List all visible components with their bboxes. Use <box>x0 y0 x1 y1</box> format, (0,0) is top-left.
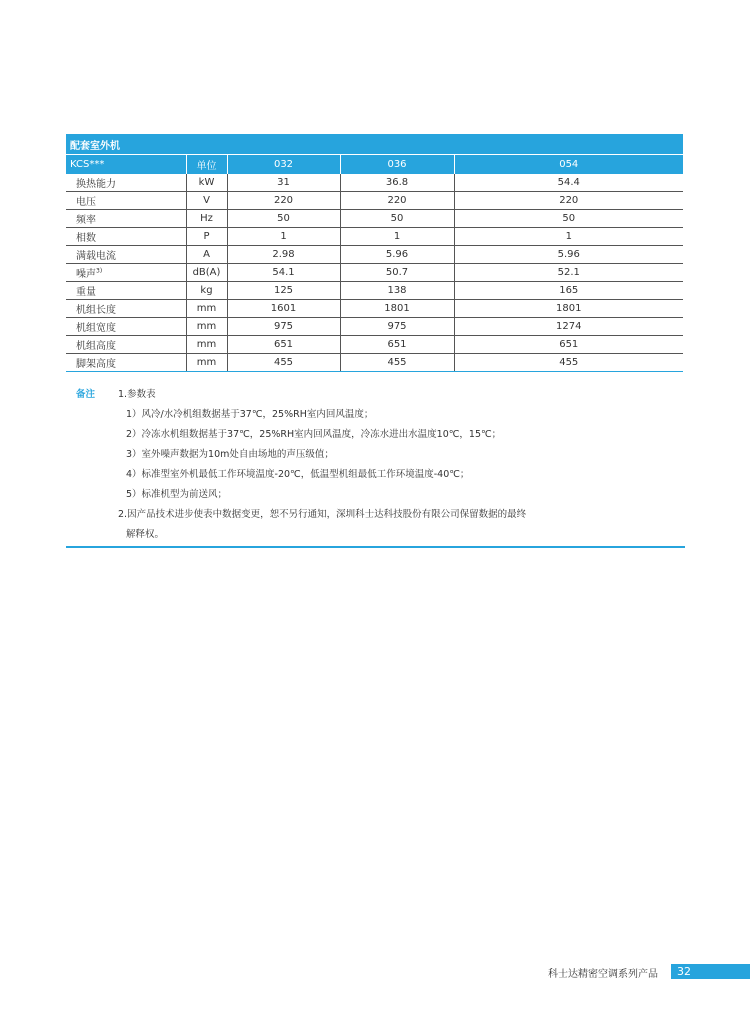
table-row <box>66 264 683 282</box>
header-032: 032 <box>227 155 340 175</box>
note-line: 1）风冷/水冷机组数据基于37℃，25%RH室内回风温度； <box>126 409 374 420</box>
value-054-cell: 220 <box>454 192 683 210</box>
footnote-marker: 3) <box>96 267 103 275</box>
value-036-cell: 138 <box>340 282 454 300</box>
unit-cell: A <box>186 246 227 264</box>
unit-cell: V <box>186 192 227 210</box>
value-032-cell: 50 <box>227 210 340 228</box>
note-line: 解释权。 <box>126 529 165 540</box>
note-line: 4）标准型室外机最低工作环境温度-20℃，低温型机组最低工作环境温度-40℃； <box>126 469 470 480</box>
unit-cell: mm <box>186 354 227 372</box>
table-title: 配套室外机 <box>66 134 683 155</box>
param-name-cell <box>66 318 186 336</box>
param-name-cell <box>66 300 186 318</box>
value-032-cell: 1 <box>227 228 340 246</box>
table-row <box>66 354 683 372</box>
value-032-cell: 220 <box>227 192 340 210</box>
value-036-cell: 455 <box>340 354 454 372</box>
footer-series-name: 科士达精密空调系列产品 <box>548 969 658 980</box>
param-name-cell <box>66 174 186 192</box>
value-032-cell: 31 <box>227 174 340 192</box>
value-054-cell: 455 <box>454 354 683 372</box>
value-054-cell: 54.4 <box>454 174 683 192</box>
param-name-cell <box>66 354 186 372</box>
param-name: 脚架高度 <box>76 359 116 370</box>
value-032-cell: 2.98 <box>227 246 340 264</box>
value-036-cell: 1 <box>340 228 454 246</box>
value-036-cell: 50 <box>340 210 454 228</box>
table-row <box>66 174 683 192</box>
value-036-cell: 5.96 <box>340 246 454 264</box>
param-name-cell <box>66 282 186 300</box>
unit-cell: mm <box>186 300 227 318</box>
unit-cell: dB(A) <box>186 264 227 282</box>
value-054-cell: 5.96 <box>454 246 683 264</box>
value-032-cell: 455 <box>227 354 340 372</box>
value-054-cell: 50 <box>454 210 683 228</box>
value-036-cell: 651 <box>340 336 454 354</box>
table-row <box>66 210 683 228</box>
notes-divider <box>66 546 685 548</box>
value-036-cell: 220 <box>340 192 454 210</box>
param-name-cell <box>66 336 186 354</box>
param-name: 噪声 <box>76 269 96 280</box>
unit-cell: P <box>186 228 227 246</box>
note-line: 3）室外噪声数据为10m处自由场地的声压级值； <box>126 449 334 460</box>
param-name-cell <box>66 228 186 246</box>
table-row <box>66 336 683 354</box>
value-032-cell: 54.1 <box>227 264 340 282</box>
note-line: 1.参数表 <box>118 389 156 400</box>
param-name: 电压 <box>76 197 96 208</box>
note-line: 5）标准机型为前送风； <box>126 489 228 500</box>
table-row <box>66 246 683 264</box>
param-name-cell <box>66 246 186 264</box>
unit-cell: mm <box>186 318 227 336</box>
table-header-row <box>66 155 683 175</box>
value-036-cell: 1801 <box>340 300 454 318</box>
header-unit: 单位 <box>186 155 227 175</box>
value-032-cell: 975 <box>227 318 340 336</box>
spec-table <box>66 134 683 372</box>
table-row <box>66 318 683 336</box>
header-036: 036 <box>340 155 454 175</box>
table-row <box>66 300 683 318</box>
value-032-cell: 1601 <box>227 300 340 318</box>
value-032-cell: 125 <box>227 282 340 300</box>
param-name: 频率 <box>76 215 96 226</box>
param-name: 机组高度 <box>76 341 116 352</box>
unit-cell: mm <box>186 336 227 354</box>
value-054-cell: 165 <box>454 282 683 300</box>
value-036-cell: 36.8 <box>340 174 454 192</box>
table-title-row <box>66 134 683 155</box>
param-name: 机组宽度 <box>76 323 116 334</box>
table-row <box>66 282 683 300</box>
param-name-cell <box>66 264 186 282</box>
header-model: KCS*** <box>66 155 186 175</box>
param-name: 换热能力 <box>76 179 116 190</box>
unit-cell: Hz <box>186 210 227 228</box>
param-name-cell <box>66 192 186 210</box>
note-line: 2）冷冻水机组数据基于37℃，25%RH室内回风温度，冷冻水进出水温度10℃，15℃； <box>126 429 502 440</box>
note-line: 2.因产品技术进步使表中数据变更，恕不另行通知，深圳科士达科技股份有限公司保留数据的最终 <box>118 509 527 520</box>
value-054-cell: 651 <box>454 336 683 354</box>
notes-label: 备注 <box>76 389 96 400</box>
page-number: 32 <box>671 964 750 979</box>
param-name-cell <box>66 210 186 228</box>
value-054-cell: 1801 <box>454 300 683 318</box>
param-name: 相数 <box>76 233 96 244</box>
param-name: 重量 <box>76 287 96 298</box>
unit-cell: kg <box>186 282 227 300</box>
value-036-cell: 50.7 <box>340 264 454 282</box>
param-name: 满载电流 <box>76 251 116 262</box>
value-054-cell: 1 <box>454 228 683 246</box>
value-032-cell: 651 <box>227 336 340 354</box>
value-036-cell: 975 <box>340 318 454 336</box>
table-row <box>66 228 683 246</box>
table-row <box>66 192 683 210</box>
header-054: 054 <box>454 155 683 175</box>
value-054-cell: 1274 <box>454 318 683 336</box>
unit-cell: kW <box>186 174 227 192</box>
param-name: 机组长度 <box>76 305 116 316</box>
value-054-cell: 52.1 <box>454 264 683 282</box>
